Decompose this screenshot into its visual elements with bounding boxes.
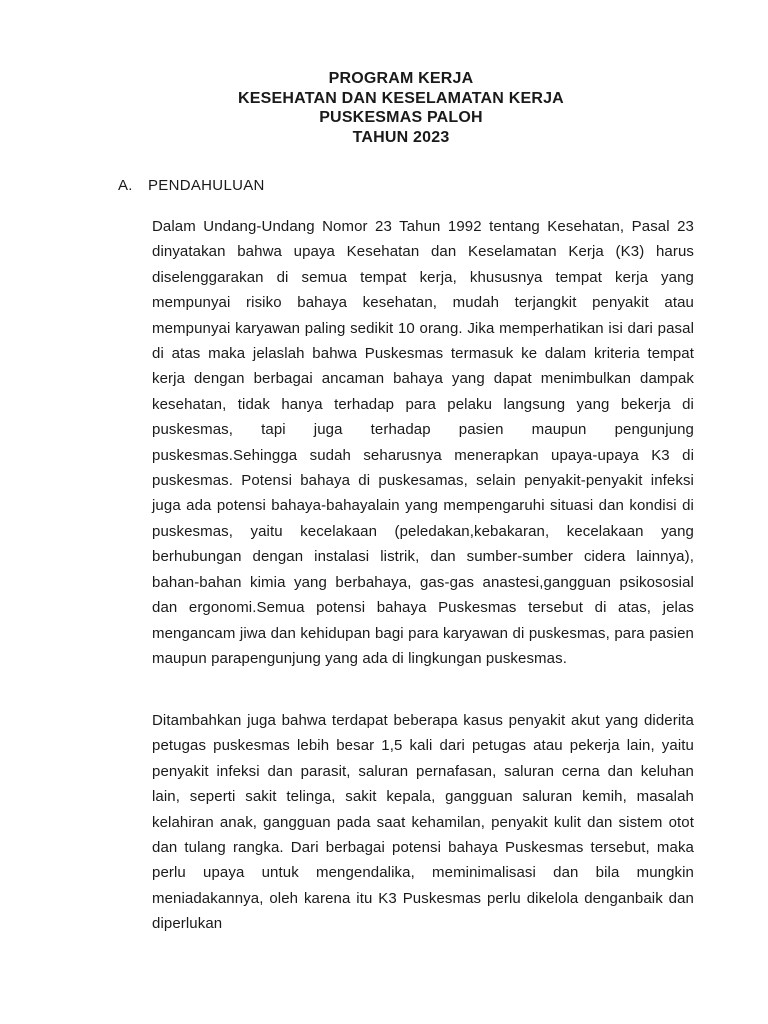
document-title — [0, 69, 768, 147]
title-line-program: PROGRAM KERJA — [328, 70, 474, 87]
title-line-k3: KESEHATAN DAN KESELAMATAN KERJA — [238, 89, 564, 107]
paragraph-2: Ditambahkan juga bahwa terdapat beberapa kasus penyakit akut yang diderita petugas puskesmas lebih besar 1,5 kali dari petugas atau pekerja lain, yaitu penyakit infeksi dan parasit, saluran pernafasan, saluran cerna dan keluhan lain, seperti sakit telinga, sakit kepala, gangguan saluran kemih, masalah kelahiran anak, gangguan pada saat kehamilan, penyakit kulit dan sistem otot dan tulang rangka. Dari berbagai potensi bahaya Puskesmas tersebut, maka perlu upaya untuk mengendalika, meminimalisasi dan bila mungkin meniadakannya, oleh karena itu K3 Puskesmas perlu dikelola denganbaik dan diperlukan — [152, 712, 694, 933]
section-heading — [118, 177, 265, 194]
title-line-year: TAHUN 2023 — [352, 128, 450, 146]
section-number: A. — [118, 177, 133, 194]
title-line-puskesmas: PUSKESMAS PALOH — [319, 109, 483, 126]
paragraph-1: Dalam Undang-Undang Nomor 23 Tahun 1992 tentang Kesehatan, Pasal 23 dinyatakan bahwa upaya Kesehatan dan Keselamatan Kerja (K3) harus diselenggarakan di semua tempat kerja, khususnya tempat kerja yang mempunyai risiko bahaya kesehatan, mudah terjangkit penyakit atau mempunyai karyawan paling sedikit 10 orang. Jika memperhatikan isi dari pasal di atas maka jelaslah bahwa Puskesmas termasuk ke dalam kriteria tempat kerja dengan berbagai ancaman bahaya yang dapat menimbulkan dampak kesehatan, tidak hanya terhadap para pelaku langsung yang bekerja di puskesmas, tapi juga terhadap pasien maupun pengunjung puskesmas.Sehingga sudah seharusnya menerapkan upaya-upaya K3 di puskesmas. Potensi bahaya di puskesamas, selain penyakit-penyakit infeksi juga ada potensi bahaya-bahayalain yang mempengaruhi situasi dan kondisi di puskesmas, yaitu kecelakaan (peledakan,kebakaran, kecelakaan yang berhubungan dengan instalasi listrik, dan sumber-sumber cidera lainnya), bahan-bahan kimia yang berbahaya, gas-gas anastesi,gangguan psikososial dan ergonomi.Semua potensi bahaya Puskesmas tersebut di atas, jelas mengancam jiwa dan kehidupan bagi para karyawan di puskesmas, para pasien maupun parapengunjung yang ada di lingkungan puskesmas. — [152, 218, 694, 667]
section-title: PENDAHULUAN — [148, 177, 265, 194]
